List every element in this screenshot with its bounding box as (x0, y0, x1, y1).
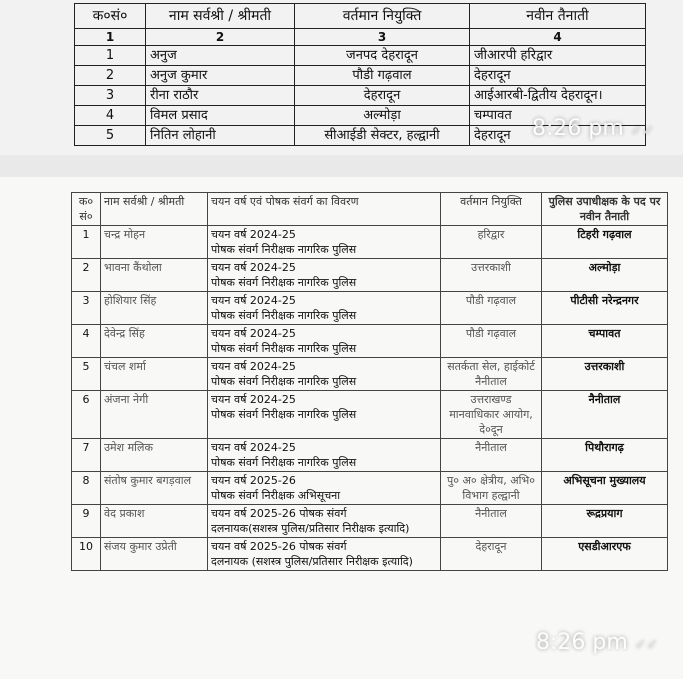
name-cell: अनुज कुमार (146, 66, 295, 86)
table-row (72, 439, 668, 472)
posting-list-2 (0, 177, 683, 679)
header-new-posting: नवीन तैनाती (470, 4, 646, 29)
selection-year: चयन वर्ष 2025-26 (211, 474, 296, 487)
selection-year: चयन वर्ष 2025-26 पोषक संवर्ग (211, 507, 347, 520)
selection-detail-cell (208, 538, 441, 571)
new-posting-cell: अभिसूचना मुख्यालय (542, 472, 668, 505)
header-serial: क०सं० (75, 4, 146, 29)
selection-detail-cell (208, 439, 441, 472)
serial-cell: 1 (72, 226, 101, 259)
serial-cell: 10 (72, 538, 101, 571)
table-row (72, 292, 668, 325)
table-header-row (72, 193, 668, 226)
current-posting-cell: उत्तराखण्ड मानवाधिकार आयोग, दे०दून (441, 391, 542, 439)
feeder-cadre: दलनायक (सशस्त्र पुलिस/प्रतिसार निरीक्षक इत्यादि) (211, 555, 413, 568)
header-serial: क० सं० (72, 193, 101, 226)
current-posting-cell: उत्तरकाशी (441, 259, 542, 292)
serial-cell: 4 (75, 106, 146, 126)
current-posting-cell: सीआईडी सेक्टर, हल्द्वानी (295, 126, 470, 146)
new-posting-cell: चम्पावत (542, 325, 668, 358)
name-cell: संतोष कुमार बगड़वाल (101, 472, 208, 505)
table-row (75, 46, 646, 66)
feeder-cadre: पोषक संवर्ग निरीक्षक नागरिक पुलिस (211, 243, 357, 256)
current-posting-cell: पौडी गढ़वाल (441, 292, 542, 325)
table-header-row (75, 4, 646, 29)
serial-cell: 4 (72, 325, 101, 358)
selection-year: चयन वर्ष 2024-25 (211, 393, 296, 406)
feeder-cadre: पोषक संवर्ग निरीक्षक नागरिक पुलिस (211, 456, 357, 469)
selection-year: चयन वर्ष 2024-25 (211, 294, 296, 307)
new-posting-cell: चम्पावत (470, 106, 646, 126)
selection-detail-cell (208, 325, 441, 358)
selection-detail-cell (208, 505, 441, 538)
name-cell: उमेश मलिक (101, 439, 208, 472)
current-posting-cell: नैनीताल (441, 439, 542, 472)
header-selection-detail: चयन वर्ष एवं पोषक संवर्ग का विवरण (208, 193, 441, 226)
name-cell: भावना कैंथोला (101, 259, 208, 292)
new-posting-cell: उत्तरकाशी (542, 358, 668, 391)
new-posting-cell: जीआरपी हरिद्वार (470, 46, 646, 66)
current-posting-cell: जनपद देहरादून (295, 46, 470, 66)
serial-cell: 3 (72, 292, 101, 325)
feeder-cadre: पोषक संवर्ग निरीक्षक नागरिक पुलिस (211, 375, 357, 388)
new-posting-cell: देहरादून (470, 126, 646, 146)
name-cell: चंचल शर्मा (101, 358, 208, 391)
table-row (72, 325, 668, 358)
table-row (72, 538, 668, 571)
new-posting-cell: पीटीसी नरेन्द्रनगर (542, 292, 668, 325)
feeder-cadre: पोषक संवर्ग निरीक्षक नागरिक पुलिस (211, 309, 357, 322)
selection-detail-cell (208, 391, 441, 439)
current-posting-cell: देहरादून (295, 86, 470, 106)
posting-table-2 (71, 192, 668, 571)
selection-detail-cell (208, 259, 441, 292)
table-row (72, 226, 668, 259)
serial-cell: 5 (75, 126, 146, 146)
selection-year: चयन वर्ष 2024-25 (211, 327, 296, 340)
feeder-cadre: पोषक संवर्ग निरीक्षक नागरिक पुलिस (211, 276, 357, 289)
table-row (72, 505, 668, 538)
new-posting-cell: अल्मोड़ा (542, 259, 668, 292)
selection-year: चयन वर्ष 2024-25 (211, 261, 296, 274)
column-index: 2 (146, 29, 295, 46)
name-cell: होशियार सिंह (101, 292, 208, 325)
table-row (75, 66, 646, 86)
column-index-row (75, 29, 646, 46)
serial-cell: 1 (75, 46, 146, 66)
new-posting-cell: रूद्रप्रयाग (542, 505, 668, 538)
feeder-cadre: पोषक संवर्ग निरीक्षक नागरिक पुलिस (211, 408, 357, 421)
selection-year: चयन वर्ष 2025-26 पोषक संवर्ग (211, 540, 347, 553)
table-row (75, 86, 646, 106)
timestamp-text: 8:26 pm (532, 116, 624, 141)
serial-cell: 9 (72, 505, 101, 538)
new-posting-cell: एसडीआरएफ (542, 538, 668, 571)
selection-year: चयन वर्ष 2024-25 (211, 360, 296, 373)
new-posting-cell: टिहरी गढ़वाल (542, 226, 668, 259)
name-cell: देवेन्द्र सिंह (101, 325, 208, 358)
current-posting-cell: सतर्कता सेल, हाईकोर्ट नैनीताल (441, 358, 542, 391)
table-row (72, 472, 668, 505)
column-index: 4 (470, 29, 646, 46)
new-posting-cell: आईआरबी-द्वितीय देहरादून। (470, 86, 646, 106)
serial-cell: 6 (72, 391, 101, 439)
message-timestamp (532, 116, 654, 141)
header-current-posting: वर्तमान नियुक्ति (295, 4, 470, 29)
read-ticks-icon: ✓✓ (634, 637, 659, 653)
column-index: 3 (295, 29, 470, 46)
header-new-posting: पुलिस उपाधीक्षक के पद पर नवीन तैनाती (542, 193, 668, 226)
name-cell: नितिन लोहानी (146, 126, 295, 146)
message-separator (0, 155, 683, 177)
name-cell: अंजना नेगी (101, 391, 208, 439)
new-posting-cell: देहरादून (470, 66, 646, 86)
current-posting-cell: पु० अ० क्षेत्रीय, अभि० विभाग हल्द्वानी (441, 472, 542, 505)
header-name: नाम सर्वश्री / श्रीमती (146, 4, 295, 29)
feeder-cadre: पोषक संवर्ग निरीक्षक अभिसूचना (211, 489, 341, 502)
name-cell: अनुज (146, 46, 295, 66)
selection-detail-cell (208, 472, 441, 505)
name-cell: वेद प्रकाश (101, 505, 208, 538)
table-row (72, 259, 668, 292)
current-posting-cell: हरिद्वार (441, 226, 542, 259)
current-posting-cell: अल्मोड़ा (295, 106, 470, 126)
selection-detail-cell (208, 358, 441, 391)
table-row (72, 358, 668, 391)
serial-cell: 7 (72, 439, 101, 472)
message-timestamp (536, 630, 658, 655)
serial-cell: 3 (75, 86, 146, 106)
name-cell: संजय कुमार उप्रेती (101, 538, 208, 571)
selection-detail-cell (208, 292, 441, 325)
new-posting-cell: पिथौरागढ़ (542, 439, 668, 472)
header-name: नाम सर्वश्री / श्रीमती (101, 193, 208, 226)
name-cell: रीना राठौर (146, 86, 295, 106)
current-posting-cell: नैनीताल (441, 505, 542, 538)
header-current-posting: वर्तमान नियुक्ति (441, 193, 542, 226)
serial-cell: 8 (72, 472, 101, 505)
current-posting-cell: देहरादून (441, 538, 542, 571)
name-cell: विमल प्रसाद (146, 106, 295, 126)
read-ticks-icon: ✓✓ (630, 123, 655, 139)
current-posting-cell: पौडी गढ़वाल (441, 325, 542, 358)
column-index: 1 (75, 29, 146, 46)
serial-cell: 2 (72, 259, 101, 292)
new-posting-cell: नैनीताल (542, 391, 668, 439)
selection-year: चयन वर्ष 2024-25 (211, 441, 296, 454)
current-posting-cell: पौडी गढ़वाल (295, 66, 470, 86)
serial-cell: 5 (72, 358, 101, 391)
name-cell: चन्द्र मोहन (101, 226, 208, 259)
serial-cell: 2 (75, 66, 146, 86)
table-row (72, 391, 668, 439)
feeder-cadre: पोषक संवर्ग निरीक्षक नागरिक पुलिस (211, 342, 357, 355)
selection-detail-cell (208, 226, 441, 259)
timestamp-text: 8:26 pm (536, 630, 628, 655)
feeder-cadre: दलनायक(सशस्त्र पुलिस/प्रतिसार निरीक्षक इत्यादि) (211, 522, 410, 535)
selection-year: चयन वर्ष 2024-25 (211, 228, 296, 241)
posting-list-1 (0, 0, 683, 155)
